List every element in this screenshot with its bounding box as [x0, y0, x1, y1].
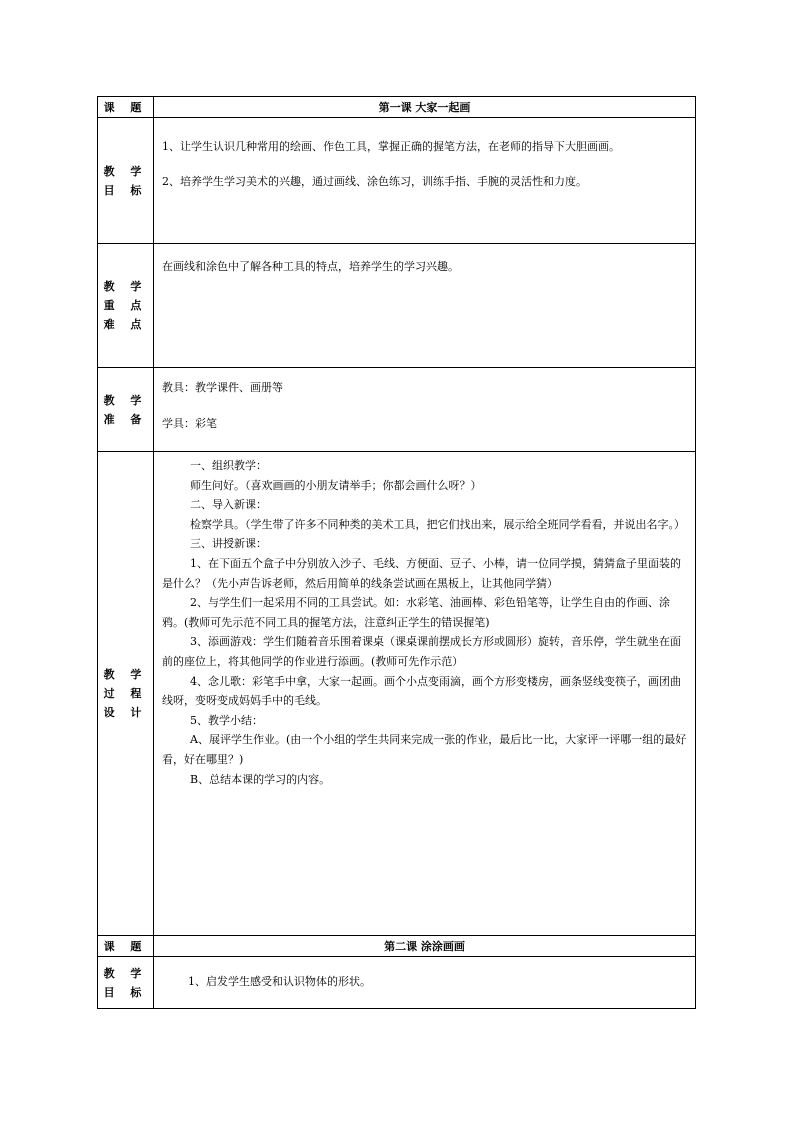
lesson1-title-label: 课 题	[98, 97, 154, 118]
objective-1: 1、启发学生感受和认识物体的形状。	[188, 975, 371, 988]
objective-1: 1、让学生认识几种常用的绘画、作色工具，掌握正确的握笔方法，在老师的指导下大胆画画。	[162, 140, 620, 153]
lesson1-process-label: 教 学 过 程 设 计	[98, 452, 154, 936]
process-line: 5、教学小结：	[190, 713, 263, 727]
lesson1-process	[154, 452, 696, 936]
process-line: A、展评学生作业。(由一个小组的学生共同来完成一张的作业，最后比一比，大家评一评哪一组的最好看，好在哪里？)	[162, 733, 687, 766]
process-line: 3、添画游戏：学生们随着音乐围着课桌（课桌课前摆成长方形或圆形）旋转，音乐停，学生就坐在面前的座位上，将其他同学的作业进行添画。(教师可先作示范）	[162, 635, 681, 668]
lesson1-key-points: 在画线和涂色中了解各种工具的特点，培养学生的学习兴趣。	[154, 244, 696, 368]
process-line: 三、讲授新课：	[190, 537, 267, 551]
process-line: 师生问好。（喜欢画画的小朋友请举手；你都会画什么呀？）	[190, 478, 482, 492]
process-line: 1、在下面五个盒子中分别放入沙子、毛线、方便面、豆子、小棒，请一位同学摸，猜猜盒子里面装的是什么？（先小声告诉老师，然后用简单的线条尝试画在黑板上，让其他同学猜）	[162, 556, 681, 590]
lesson1-prep	[154, 368, 696, 452]
process-line: 检察学具。（学生带了许多不同种类的美术工具，把它们找出来，展示给全班同学看看，并说出名字。）	[190, 517, 685, 531]
lesson2-title-label: 课 题	[98, 936, 154, 957]
process-line: 2、与学生们一起采用不同的工具尝试。如：水彩笔、油画棒、彩色铅笔等，让学生自由的作画、涂鸦。(教师可先示范不同工具的握笔方法，注意纠正学生的错误握笔)	[162, 596, 670, 629]
lesson1-objectives-label: 教 学 目 标	[98, 118, 154, 244]
lesson2-objectives-row	[98, 957, 696, 1009]
lesson1-title-row	[98, 97, 696, 118]
lesson1-key-row	[98, 244, 696, 368]
lesson1-objectives-row	[98, 118, 696, 244]
process-line: 4、念儿歌：彩笔手中拿，大家一起画。画个小点变雨滴，画个方形变楼房，画条竖线变筷子，画团曲线呀，变呀变成妈妈手中的毛线。	[162, 674, 681, 708]
lesson1-objectives	[154, 118, 696, 244]
process-line: B、总结本课的学习的内容。	[190, 772, 331, 786]
prep-teacher: 教具：教学课件、画册等	[162, 381, 283, 394]
process-line: 二、导入新课：	[190, 498, 267, 512]
lesson2-title: 第二课 涂涂画画	[154, 936, 696, 957]
lesson-plan-table	[97, 96, 696, 1009]
objective-2: 2、培养学生学习美术的兴趣，通过画线、涂色练习，训练手指、手腕的灵活性和力度。	[162, 175, 587, 188]
lesson1-key-label: 教 学 重 点 难 点	[98, 244, 154, 368]
prep-student: 学具：彩笔	[162, 417, 217, 430]
lesson2-objectives	[154, 957, 696, 1009]
lesson2-objectives-label: 教 学 目 标	[98, 957, 154, 1009]
lesson2-title-row	[98, 936, 696, 957]
process-line: 一、组织教学：	[190, 459, 267, 472]
lesson1-process-row	[98, 452, 696, 936]
lesson1-prep-row	[98, 368, 696, 452]
lesson1-prep-label: 教 学 准 备	[98, 368, 154, 452]
lesson1-title: 第一课 大家一起画	[154, 97, 696, 118]
